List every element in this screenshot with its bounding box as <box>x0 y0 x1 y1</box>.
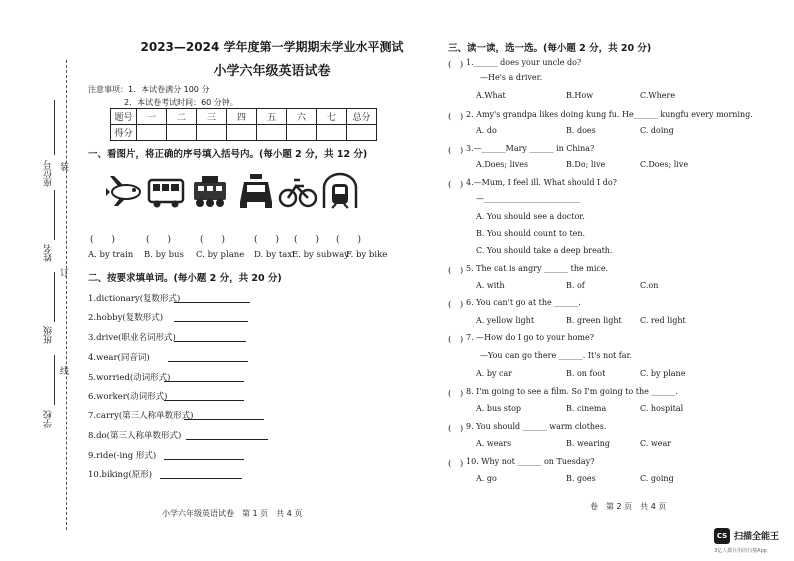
binding-dashed-line <box>66 60 67 530</box>
question-option[interactable]: B. You should count to ten. <box>476 229 586 238</box>
answer-blank[interactable] <box>186 439 268 440</box>
answer-paren[interactable]: ( ) <box>336 235 362 245</box>
word-item: 2.hobby(复数形式) <box>88 313 164 323</box>
score-input-cell[interactable] <box>167 125 197 141</box>
question-option[interactable]: A. You should see a doctor. <box>476 212 585 221</box>
question-option[interactable]: A. by car <box>476 369 513 378</box>
answer-paren[interactable]: ( ) <box>448 60 464 70</box>
binding-strip <box>0 0 82 561</box>
question-option[interactable]: C.Does; live <box>640 160 689 169</box>
question-option[interactable]: C. doing <box>640 126 674 135</box>
score-cell: 一 <box>137 109 167 125</box>
answer-paren[interactable]: ( ) <box>448 146 464 156</box>
score-cell: 五 <box>257 109 287 125</box>
score-cell: 题号 <box>111 109 137 125</box>
section3-heading: 三、读一读，选一选。(每小题 2 分，共 20 分) <box>448 43 652 54</box>
question-option[interactable]: B. on foot <box>566 369 606 378</box>
answer-paren[interactable]: ( ) <box>448 389 464 399</box>
camscanner-logo-icon: CS <box>714 528 730 544</box>
name-field[interactable] <box>54 190 55 240</box>
note-line-2: 2．本试卷考试时间：60 分钟。 <box>124 98 238 107</box>
answer-paren[interactable]: ( ) <box>146 235 172 245</box>
binding-mark-ding: 订 <box>60 269 70 279</box>
score-input-cell[interactable] <box>197 125 227 141</box>
exam-title: 2023—2024 学年度第一学期期末学业水平测试 <box>140 40 404 54</box>
answer-paren[interactable]: ( ) <box>448 424 464 434</box>
section2-heading: 二、按要求填单词。(每小题 2 分，共 20 分) <box>88 273 282 284</box>
scanner-app-name: 扫描全能王 <box>734 532 780 542</box>
class-label: 班级 <box>44 326 54 344</box>
train-icon <box>190 172 230 210</box>
score-table-header-row <box>111 109 377 125</box>
question-option[interactable]: B.Do; live <box>566 160 606 169</box>
score-cell: 六 <box>287 109 317 125</box>
option-label: D. by taxi <box>254 250 295 260</box>
score-table <box>110 108 377 141</box>
subway-icon <box>320 172 360 210</box>
transport-pictures <box>100 172 470 212</box>
answer-blank[interactable] <box>164 459 244 460</box>
score-input-cell[interactable] <box>347 125 377 141</box>
score-cell: 三 <box>197 109 227 125</box>
option-label: E. by subway <box>292 250 349 260</box>
question-option[interactable]: C.Where <box>640 91 676 100</box>
score-input-cell[interactable] <box>257 125 287 141</box>
question-stem-2: —You can go there ______. It's not far. <box>480 351 632 360</box>
option-label: C. by plane <box>196 250 245 260</box>
name-label: 姓名 <box>44 244 54 262</box>
plane-icon <box>104 172 144 210</box>
question-option[interactable]: A.What <box>476 91 506 100</box>
word-item: 8.do(第三人称单数形式) <box>88 431 182 441</box>
question-option[interactable]: C.on <box>640 281 659 290</box>
question-option[interactable]: B. of <box>566 281 585 290</box>
question-stem: 1.______ does your uncle do? <box>466 58 582 67</box>
word-item: 5.worried(动词形式) <box>88 373 171 383</box>
school-field[interactable] <box>54 355 55 405</box>
answer-paren[interactable]: ( ) <box>254 235 280 245</box>
score-cell: 四 <box>227 109 257 125</box>
question-stem: 2. Amy's grandpa likes doing kung fu. He______ kungfu every morning. <box>466 110 753 119</box>
question-stem: 8. I'm going to see a film. So I'm going to the ______. <box>466 387 678 396</box>
question-stem-2[interactable]: —________________________ <box>476 194 580 203</box>
question-stem: 9. You should ______ warm clothes. <box>466 422 607 431</box>
word-item: 9.ride(-ing 形式) <box>88 451 157 461</box>
question-option[interactable]: A.Does; lives <box>476 160 529 169</box>
answer-paren[interactable]: ( ) <box>448 335 464 345</box>
answer-paren[interactable]: ( ) <box>294 235 320 245</box>
binding-mark-xian: 线 <box>60 367 70 377</box>
seat-field[interactable] <box>54 100 55 155</box>
question-option[interactable]: A. go <box>476 474 497 483</box>
question-option[interactable]: A. wears <box>476 439 512 448</box>
score-input-cell[interactable] <box>137 125 167 141</box>
answer-blank[interactable] <box>174 321 248 322</box>
answer-blank[interactable] <box>160 478 242 479</box>
score-cell: 二 <box>167 109 197 125</box>
score-input-cell[interactable] <box>227 125 257 141</box>
question-option[interactable]: C. You should take a deep breath. <box>476 246 613 255</box>
answer-paren[interactable]: ( ) <box>448 112 464 122</box>
question-stem: 7. —How do I go to your home? <box>466 333 595 342</box>
question-option[interactable]: C. going <box>640 474 674 483</box>
answer-blank[interactable] <box>164 400 244 401</box>
question-stem: 4.—Mum, I feel ill. What should I do? <box>466 178 617 187</box>
question-option[interactable]: A. yellow light <box>476 316 535 325</box>
word-item: 7.carry(第三人称单数形式) <box>88 411 194 421</box>
question-option[interactable]: A. with <box>476 281 505 290</box>
word-item: 1.dictionary(复数形式) <box>88 294 181 304</box>
bike-icon <box>278 172 318 210</box>
answer-blank[interactable] <box>174 302 250 303</box>
question-stem: 5. The cat is angry ______ the mice. <box>466 264 609 273</box>
answer-paren[interactable]: ( ) <box>448 180 464 190</box>
question-stem: 3.—______Mary ______ in China? <box>466 144 595 153</box>
answer-blank[interactable] <box>164 381 244 382</box>
exam-subtitle: 小学六年级英语试卷 <box>213 64 331 79</box>
option-label: F. by bike <box>346 250 388 260</box>
answer-paren[interactable]: ( ) <box>200 235 226 245</box>
score-cell: 总分 <box>347 109 377 125</box>
answer-paren[interactable]: ( ) <box>448 266 464 276</box>
binding-mark-zhuang: 装 <box>60 163 70 173</box>
note-line-1: 注意事项：1．本试卷满分 100 分 <box>88 85 210 94</box>
score-table-score-row <box>111 125 377 141</box>
word-item: 3.drive(职业名词形式) <box>88 333 176 343</box>
question-option[interactable]: A. do <box>476 126 497 135</box>
score-cell: 七 <box>317 109 347 125</box>
question-option[interactable]: C. by plane <box>640 369 686 378</box>
section1-heading: 一、看图片，将正确的序号填入括号内。(每小题 2 分，共 12 分) <box>88 149 368 160</box>
question-stem-2: —He's a driver. <box>480 73 543 82</box>
question-option[interactable]: B. green light <box>566 316 622 325</box>
question-option[interactable]: B. goes <box>566 474 596 483</box>
question-option[interactable]: B. cinema <box>566 404 607 413</box>
question-option[interactable]: A. bus stop <box>476 404 522 413</box>
answer-paren[interactable]: ( ) <box>90 235 116 245</box>
scanner-badge <box>714 528 794 558</box>
score-input-cell[interactable] <box>317 125 347 141</box>
score-row-label: 得分 <box>111 125 137 141</box>
question-option[interactable]: C. red light <box>640 316 686 325</box>
question-option[interactable]: C. hospital <box>640 404 684 413</box>
word-item: 4.wear(同音词) <box>88 353 150 363</box>
question-option[interactable]: B. does <box>566 126 596 135</box>
question-stem: 10. Why not ______ on Tuesday? <box>466 457 595 466</box>
bus-icon <box>146 172 186 210</box>
score-input-cell[interactable] <box>287 125 317 141</box>
footer-right: 卷 第 2 页 共 4 页 <box>590 502 667 511</box>
class-field[interactable] <box>54 272 55 322</box>
footer-left: 小学六年级英语试卷 第 1 页 共 4 页 <box>162 509 303 518</box>
answer-blank[interactable] <box>184 419 264 420</box>
answer-blank[interactable] <box>168 361 248 362</box>
option-label: A. by train <box>88 250 134 260</box>
scanner-tagline: 3亿人都在用的扫描App <box>714 548 767 554</box>
taxi-icon <box>236 172 276 210</box>
question-option[interactable]: C. wear <box>640 439 672 448</box>
seat-label: 座位号 <box>44 160 54 187</box>
answer-blank[interactable] <box>174 341 246 342</box>
answer-paren[interactable]: ( ) <box>448 459 464 469</box>
word-item: 6.worker(动词形式) <box>88 392 168 402</box>
question-option[interactable]: B.How <box>566 91 594 100</box>
question-stem: 6. You can't go at the ______. <box>466 298 581 307</box>
question-option[interactable]: B. wearing <box>566 439 610 448</box>
option-label: B. by bus <box>144 250 184 260</box>
answer-paren[interactable]: ( ) <box>448 300 464 310</box>
word-item: 10.biking(原形) <box>88 470 153 480</box>
school-label: 学校 <box>44 410 54 428</box>
